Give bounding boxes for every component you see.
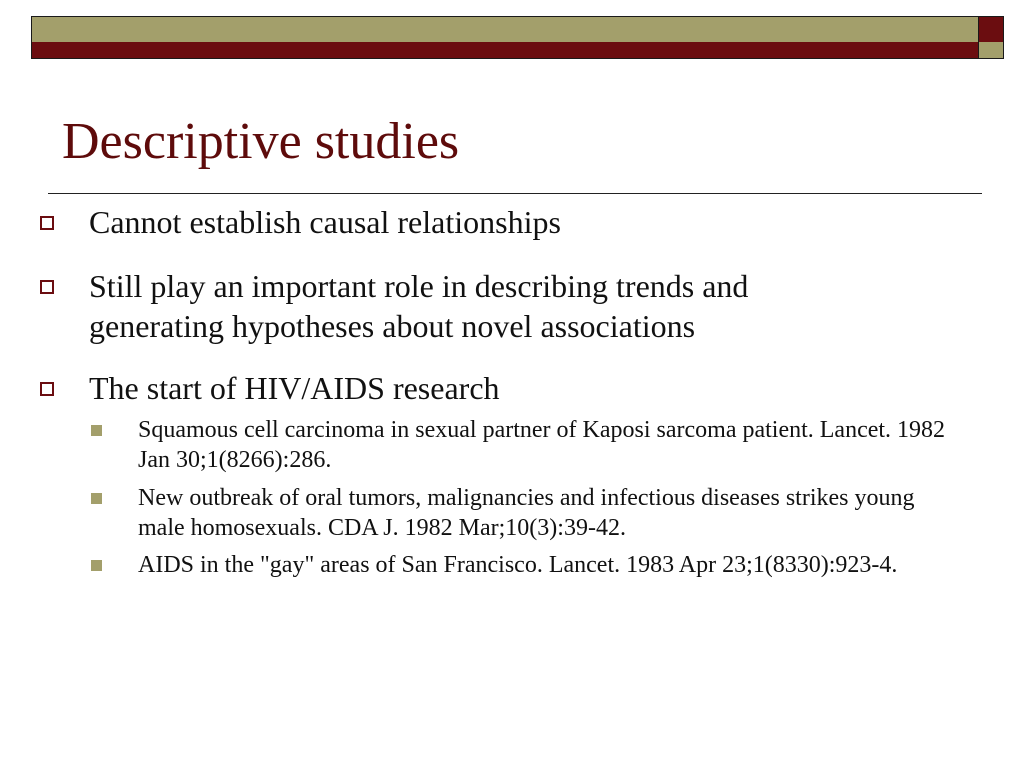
header-maroon-stripe [32, 42, 978, 58]
corner-maroon-square [979, 17, 1003, 43]
header-olive-stripe [32, 17, 978, 43]
hollow-square-icon [40, 382, 54, 396]
sub-bullet-text: New outbreak of oral tumors, malignancies and infectious diseases strikes young male homosexuals. CDA J. 1982 Mar;10(3):39-42. [138, 485, 915, 541]
sub-bullet-text: Squamous cell carcinoma in sexual partner of Kaposi sarcoma patient. Lancet. 1982 Jan 30;1(8266):286. [138, 417, 946, 473]
hollow-square-icon [40, 280, 54, 294]
slide-title: Descriptive studies [62, 113, 460, 170]
filled-square-icon [91, 560, 102, 571]
title-divider [48, 193, 982, 194]
header-corner-block [978, 16, 1004, 59]
header-decoration-bar [31, 16, 979, 59]
bullet-text: The start of HIV/AIDS research [89, 370, 500, 406]
sub-bullet-item [138, 483, 958, 543]
bullet-item [89, 202, 889, 242]
bullet-text: Still play an important role in describing trends and generating hypotheses about novel associations [89, 268, 749, 344]
filled-square-icon [91, 425, 102, 436]
bullet-text: Cannot establish causal relationships [89, 204, 561, 240]
bullet-item [89, 266, 889, 346]
sub-bullet-item [138, 415, 958, 475]
corner-olive-square [979, 42, 1003, 58]
bullet-item [89, 368, 889, 408]
sub-bullet-item [138, 550, 958, 580]
sub-bullet-text: AIDS in the "gay" areas of San Francisco. Lancet. 1983 Apr 23;1(8330):923-4. [138, 552, 898, 578]
hollow-square-icon [40, 216, 54, 230]
filled-square-icon [91, 493, 102, 504]
